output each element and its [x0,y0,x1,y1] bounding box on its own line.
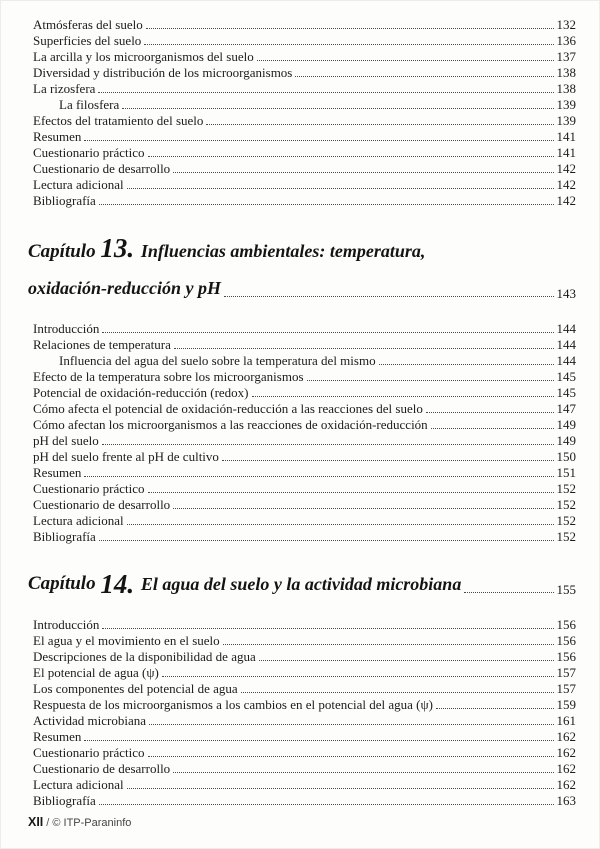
dot-leader [206,124,553,125]
toc-entry-page-number: 132 [556,17,576,32]
toc-entry-page-number: 152 [556,497,576,512]
dot-leader [102,628,553,629]
toc-entry-label: Cuestionario práctico [33,481,145,496]
toc-entry-label: Bibliografía [33,793,96,808]
toc-entry [28,712,576,728]
toc-entry [28,648,576,664]
toc-entry-page-number: 156 [556,649,576,664]
toc-entry-list [28,320,576,544]
toc-entry-label: Descripciones de la disponibilidad de agua [33,649,256,664]
dot-leader [127,788,554,789]
toc-entry [28,352,576,368]
chapter-title: El agua del suelo y la actividad microbiana [140,574,462,594]
toc-entry-page-number: 141 [556,145,576,160]
chapter-heading-line [28,234,576,266]
dot-leader [84,140,553,141]
toc-entry-page-number: 144 [556,353,576,368]
toc-entry [28,80,576,96]
toc-entry-label: Los componentes del potencial de agua [33,681,238,696]
toc-entry [28,176,576,192]
dot-leader [222,460,554,461]
toc-entry [28,616,576,632]
chapter-heading [28,570,576,598]
toc-entry [28,776,576,792]
toc-entry [28,368,576,384]
toc-entry-page-number: 145 [556,385,576,400]
toc-entry-label: El agua y el movimiento en el suelo [33,633,220,648]
toc-entry [28,512,576,528]
toc-entry-label: Resumen [33,129,82,144]
toc-entry-page-number: 144 [556,321,576,336]
toc-entry-page-number: 144 [556,337,576,352]
toc-entry-label: Efecto de la temperatura sobre los microorganismos [33,369,304,384]
toc-entry [28,112,576,128]
toc-entry-label: Respuesta de los microorganismos a los cambios en el potencial del agua (ψ) [33,697,433,712]
toc-entry-label: Superficies del suelo [33,33,142,48]
toc-entry [28,64,576,80]
dot-leader [379,364,554,365]
toc-entry-label: Bibliografía [33,529,96,544]
toc-entry-label: Resumen [33,729,82,744]
toc-entry [28,744,576,760]
toc-entry-page-number: 150 [556,449,576,464]
dot-leader [173,772,553,773]
dot-leader [162,676,554,677]
dot-leader [102,444,554,445]
toc-entry [28,144,576,160]
toc-entry-label: Cuestionario de desarrollo [33,497,171,512]
chapter-word: Capítulo [28,241,101,262]
dot-leader [307,380,554,381]
toc-entry-page-number: 138 [556,65,576,80]
dot-leader [436,708,554,709]
toc-entry-page-number: 162 [556,729,576,744]
toc-entry-label: Cuestionario práctico [33,745,145,760]
toc-entry-label: Introducción [33,617,100,632]
toc-entry-label: Cuestionario de desarrollo [33,761,171,776]
toc-entry [28,464,576,480]
toc-entry-page-number: 152 [556,481,576,496]
toc-entry-label: Lectura adicional [33,777,124,792]
toc-entry [28,320,576,336]
toc-entry-label: La filosfera [59,97,120,112]
chapter-title-continued: oxidación-reducción y pH [28,278,221,298]
toc-entry-label: Potencial de oxidación-reducción (redox) [33,385,249,400]
toc-entry-page-number: 136 [556,33,576,48]
dot-leader [259,660,554,661]
toc-entry-label: Cuestionario práctico [33,145,145,160]
page-footer [28,815,131,829]
dot-leader [426,412,554,413]
chapter-heading-line [28,274,576,302]
dot-leader [146,28,554,29]
toc-entry-page-number: 162 [556,761,576,776]
chapter-word: Capítulo [28,573,101,594]
chapter-heading-line [28,570,576,598]
toc-entry-label: El potencial de agua (ψ) [33,665,159,680]
chapter-number: 14. [100,569,141,599]
dot-leader [148,756,554,757]
toc-entry [28,760,576,776]
dot-leader [144,44,553,45]
dot-leader [84,476,553,477]
toc-entry-page-number: 162 [556,745,576,760]
table-of-contents [28,16,576,808]
toc-entry [28,432,576,448]
toc-entry [28,480,576,496]
toc-entry-label: Relaciones de temperatura [33,337,171,352]
toc-entry [28,696,576,712]
toc-entry-page-number: 156 [556,633,576,648]
dot-leader [252,396,554,397]
toc-entry-page-number: 139 [556,113,576,128]
dot-leader [148,492,554,493]
dot-leader [174,348,554,349]
dot-leader [295,76,553,77]
toc-entry [28,48,576,64]
toc-entry-page-number: 163 [556,793,576,808]
toc-entry-page-number: 142 [556,193,576,208]
toc-entry-page-number: 152 [556,529,576,544]
toc-entry-page-number: 149 [556,433,576,448]
toc-entry-label: Cómo afectan los microorganismos a las reacciones de oxidación-reducción [33,417,428,432]
toc-entry-page-number: 137 [556,49,576,64]
dot-leader [84,740,553,741]
dot-leader [431,428,554,429]
chapter-heading [28,234,576,302]
toc-entry-label: Efectos del tratamiento del suelo [33,113,204,128]
toc-entry [28,384,576,400]
dot-leader [127,524,554,525]
toc-entry-page-number: 156 [556,617,576,632]
dot-leader [173,508,553,509]
chapter-dot-leader [224,296,554,297]
dot-leader [149,724,554,725]
toc-entry-page-number: 141 [556,129,576,144]
dot-leader [99,804,554,805]
toc-entry-page-number: 159 [556,697,576,712]
toc-entry [28,632,576,648]
chapter-title: Influencias ambientales: temperatura, [140,241,426,261]
toc-entry-label: Lectura adicional [33,513,124,528]
toc-entry-label: pH del suelo [33,433,99,448]
toc-entry-label: Lectura adicional [33,177,124,192]
toc-entry-list [28,16,576,208]
toc-entry [28,792,576,808]
toc-entry [28,448,576,464]
dot-leader [99,204,554,205]
dot-leader [148,156,554,157]
toc-entry-label: Actividad microbiana [33,713,146,728]
toc-entry [28,128,576,144]
toc-entry-page-number: 149 [556,417,576,432]
toc-entry [28,160,576,176]
footer-copyright: © ITP-Paraninfo [52,817,132,829]
toc-entry [28,528,576,544]
toc-entry-page-number: 157 [556,665,576,680]
toc-entry-label: pH del suelo frente al pH de cultivo [33,449,219,464]
toc-entry-page-number: 139 [556,97,576,112]
toc-entry-page-number: 138 [556,81,576,96]
dot-leader [127,188,554,189]
toc-entry-page-number: 147 [556,401,576,416]
toc-entry [28,664,576,680]
dot-leader [122,108,553,109]
toc-entry-page-number: 142 [556,177,576,192]
toc-entry [28,728,576,744]
chapter-number: 13. [100,233,141,263]
toc-entry-label: Influencia del agua del suelo sobre la temperatura del mismo [59,353,376,368]
dot-leader [98,92,553,93]
dot-leader [223,644,554,645]
toc-entry-page-number: 162 [556,777,576,792]
dot-leader [102,332,553,333]
toc-entry-label: Bibliografía [33,193,96,208]
toc-entry-label: Resumen [33,465,82,480]
dot-leader [257,60,554,61]
toc-entry [28,32,576,48]
toc-entry [28,400,576,416]
toc-entry-page-number: 161 [556,713,576,728]
toc-entry-list [28,616,576,808]
chapter-page-number: 155 [556,582,576,597]
toc-entry-label: Diversidad y distribución de los microorganismos [33,65,293,80]
dot-leader [173,172,553,173]
toc-entry-page-number: 151 [556,465,576,480]
footer-page-number: XII [28,815,44,829]
toc-entry-label: Atmósferas del suelo [33,17,143,32]
toc-entry-page-number: 152 [556,513,576,528]
dot-leader [241,692,554,693]
toc-entry-page-number: 157 [556,681,576,696]
toc-entry-page-number: 145 [556,369,576,384]
toc-entry [28,192,576,208]
toc-entry-label: Cómo afecta el potencial de oxidación-reducción a las reacciones del suelo [33,401,423,416]
toc-entry [28,16,576,32]
toc-entry [28,336,576,352]
chapter-dot-leader [464,592,553,593]
toc-entry [28,416,576,432]
toc-entry-label: Introducción [33,321,100,336]
dot-leader [99,540,554,541]
chapter-page-number: 143 [556,286,576,301]
toc-entry-page-number: 142 [556,161,576,176]
toc-entry [28,96,576,112]
toc-entry-label: La rizosfera [33,81,96,96]
toc-entry-label: Cuestionario de desarrollo [33,161,171,176]
toc-entry-label: La arcilla y los microorganismos del suelo [33,49,254,64]
footer-separator: / [46,817,50,829]
toc-entry [28,496,576,512]
toc-entry [28,680,576,696]
